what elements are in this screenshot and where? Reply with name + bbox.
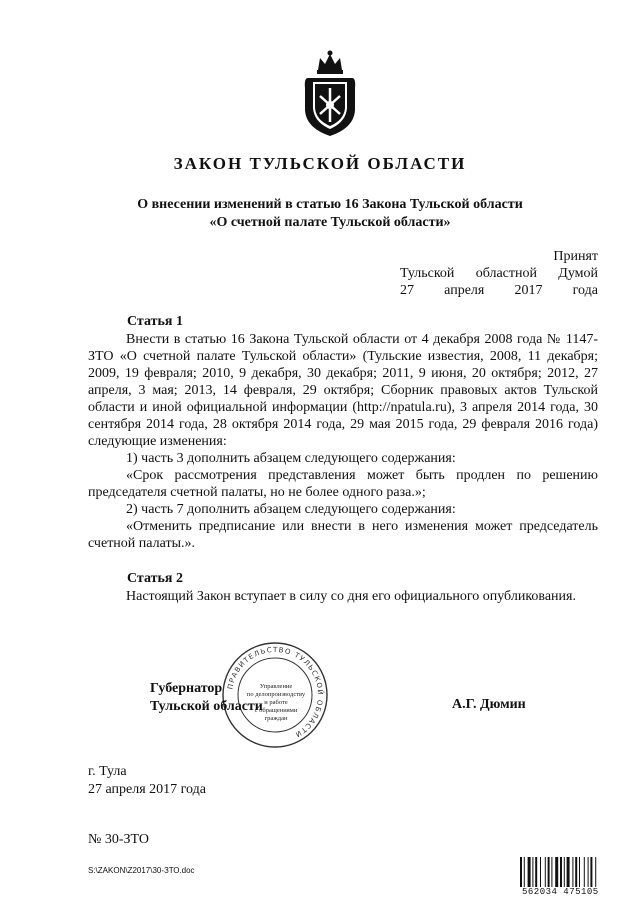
adopted-label: Принят <box>553 249 598 264</box>
law-subtitle <box>60 196 600 232</box>
governor-name: А.Г. Дюмин <box>452 697 526 712</box>
stamp-line-5: граждан <box>264 715 288 722</box>
signing-date: 27 апреля 2017 года <box>88 782 206 797</box>
adoption-block <box>400 248 598 299</box>
article-1-item-1: 1) часть 3 дополнить абзацем следующего содержания: <box>126 451 456 466</box>
subtitle-line-1: О внесении изменений в статью 16 Закона Тульской области <box>137 197 523 212</box>
file-path: S:\ZAKON\Z2017\30-ЗТО.doc <box>88 866 195 875</box>
governor-title-line-2: Тульской области <box>150 699 263 714</box>
stamp-line-2: по делопроизводству <box>246 691 306 698</box>
stamp-ring-text: ПРАВИТЕЛЬСТВО ТУЛЬСКОЙ ОБЛАСТИ <box>226 645 325 739</box>
article-1-quote-2: «Отменить предписание или внести в него изменения может председатель счетной палаты.». <box>88 519 598 551</box>
stamp-line-4: с обращениями <box>254 707 298 714</box>
subtitle-line-2: «О счетной палате Тульской области» <box>209 215 451 230</box>
barcode-number: 562034 475105 <box>522 887 599 897</box>
place-date-block <box>88 763 206 799</box>
adopted-date: 27 апреля 2017 года <box>400 283 598 298</box>
article-1-heading: Статья 1 <box>127 314 183 329</box>
law-title: ЗАКОН ТУЛЬСКОЙ ОБЛАСТИ <box>173 154 467 173</box>
article-1-quote-1: «Срок рассмотрения представления может быть продлен по решению председателя счетной палаты, но не более одного раза.»; <box>88 468 598 500</box>
article-1-item-2: 2) часть 7 дополнить абзацем следующего содержания: <box>126 502 456 517</box>
article-2-text: Настоящий Закон вступает в силу со дня его официального опубликования. <box>126 589 576 604</box>
article-1-intro: Внести в статью 16 Закона Тульской области от 4 декабря 2008 года № 1147-ЗТО «О счетной палате Тульской области» (Тульские известия, 2008, 11 декабря; 2009, 19 февраля; 2010, 9 декабря, 30 декабря; 2011, 9 июня, 20 октября; 2012, 27 апреля, 3 мая; 2013, 14 февраля, 29 октября; Сборник правовых актов Тульской области и иной официальной информации (http://npatula.ru), 3 апреля 2014 года, 30 сентября 2014 года, 28 октября 2014 года, 29 мая 2015 года, 29 февраля 2016 года) следующие изменения: <box>88 332 598 449</box>
article-2-heading: Статья 2 <box>127 571 183 586</box>
stamp-line-3: и работе <box>264 699 288 706</box>
coat-of-arms-emblem <box>300 48 360 140</box>
law-number: № 30-ЗТО <box>88 832 150 847</box>
adopted-by: Тульской областной Думой <box>400 266 598 281</box>
governor-title-line-1: Губернатор <box>150 681 223 696</box>
stamp-line-1: Управление <box>259 683 293 690</box>
place: г. Тула <box>88 764 127 779</box>
governor-title <box>150 680 263 716</box>
